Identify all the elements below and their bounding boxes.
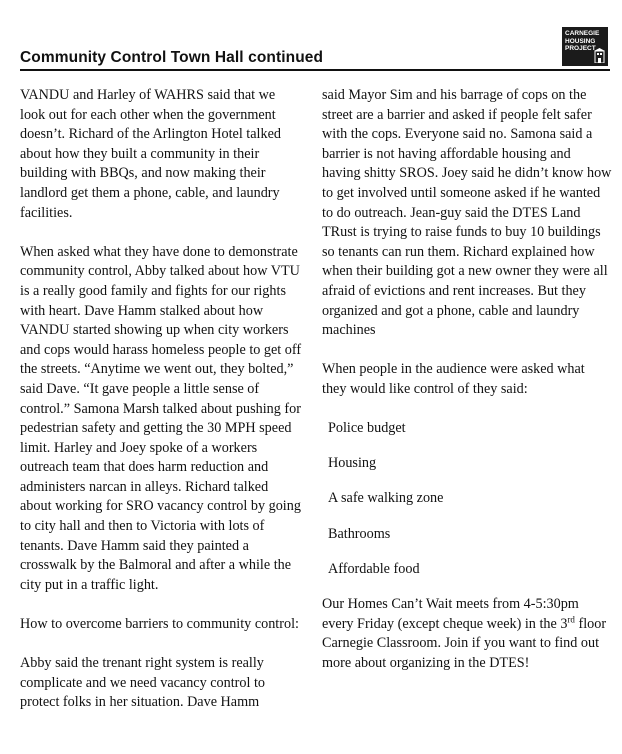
page-header — [20, 22, 610, 74]
list-item: Bathrooms — [328, 525, 391, 542]
paragraph: When asked what they have done to demonstrate community control, Abby talked about how VTU is a really good family and fights for our rights with heart. Dave Hamm stalked about how VANDU started showing up when city workers and cops would harass homeless people to get off the streets. “Anytime we went out, they bolted,” said Dave. “It gave people a little sense of control.” Samona Marsh talked about pushing for pedestrian safety and getting the 30 MPH speed limit. Harley and Joey spoke of a workers outreach team that does harm reduction and administers narcan in alleys. Richard talked about working for SRO vacancy control by going to city hall and then to Victoria with lots of tenants. Dave Hamm said they painted a crosswalk by the Balmoral and after a while the city put in a traffic light. — [20, 243, 302, 593]
ordinal-suffix: rd — [567, 613, 575, 624]
paragraph: VANDU and Harley of WAHRS said that we look out for each other when the government doesn’t. Richard of the Arlington Hotel talked about how they built a community in their building with BBQs, and now making their landlord get them a phone, cable, and laundry facilities. — [20, 87, 281, 221]
logo-text-line-2: HOUSING — [565, 37, 596, 45]
left-column — [20, 86, 303, 733]
logo-text-line-3: PROJECT — [565, 45, 596, 52]
paragraph: Abby said the trenant right system is really complicate and we need vacancy control to protect folks in her situation. Dave Hamm — [20, 655, 266, 711]
paragraph: How to overcome barriers to community control: — [20, 616, 299, 633]
page-title: Community Control Town Hall continued — [20, 49, 324, 66]
list-item: Affordable food — [328, 560, 420, 577]
paragraph: When people in the audience were asked what they would like control of they said: — [322, 361, 585, 397]
building-icon — [594, 48, 605, 63]
header-rule — [20, 69, 610, 71]
meeting-info-text-cont: floor Carnegie Classroom. Join if you want to find out more about organizing in the DTES! — [322, 615, 607, 671]
list-item: Housing — [328, 455, 377, 472]
right-column — [322, 86, 612, 693]
meeting-info-text: Our Homes Can’t Wait meets from 4-5:30pm every Friday (except cheque week) in the 3 — [322, 596, 579, 632]
paragraph: said Mayor Sim and his barrage of cops on the street are a barrier and asked if people felt safer with the cops. Everyone said no. Samona said a barrier is not having affordable housing and having shitty SROS. Joey said he didn’t know how to get involved until someone asked if he wanted to do outreach. Jean-guy said the DTES Land TRust is trying to raise funds to buy 10 buildings so tenants can run them. Richard explained how when their building got a new owner they were all afraid of evictions and rent increases. But they organized and got a phone, cable and laundry machines — [322, 87, 612, 339]
meeting-info-paragraph — [322, 595, 612, 673]
list-item: A safe walking zone — [328, 490, 444, 507]
list-item: Police budget — [328, 420, 406, 437]
carnegie-housing-project-logo — [562, 27, 608, 66]
logo-text-line-1: CARNEGIE — [565, 30, 600, 37]
